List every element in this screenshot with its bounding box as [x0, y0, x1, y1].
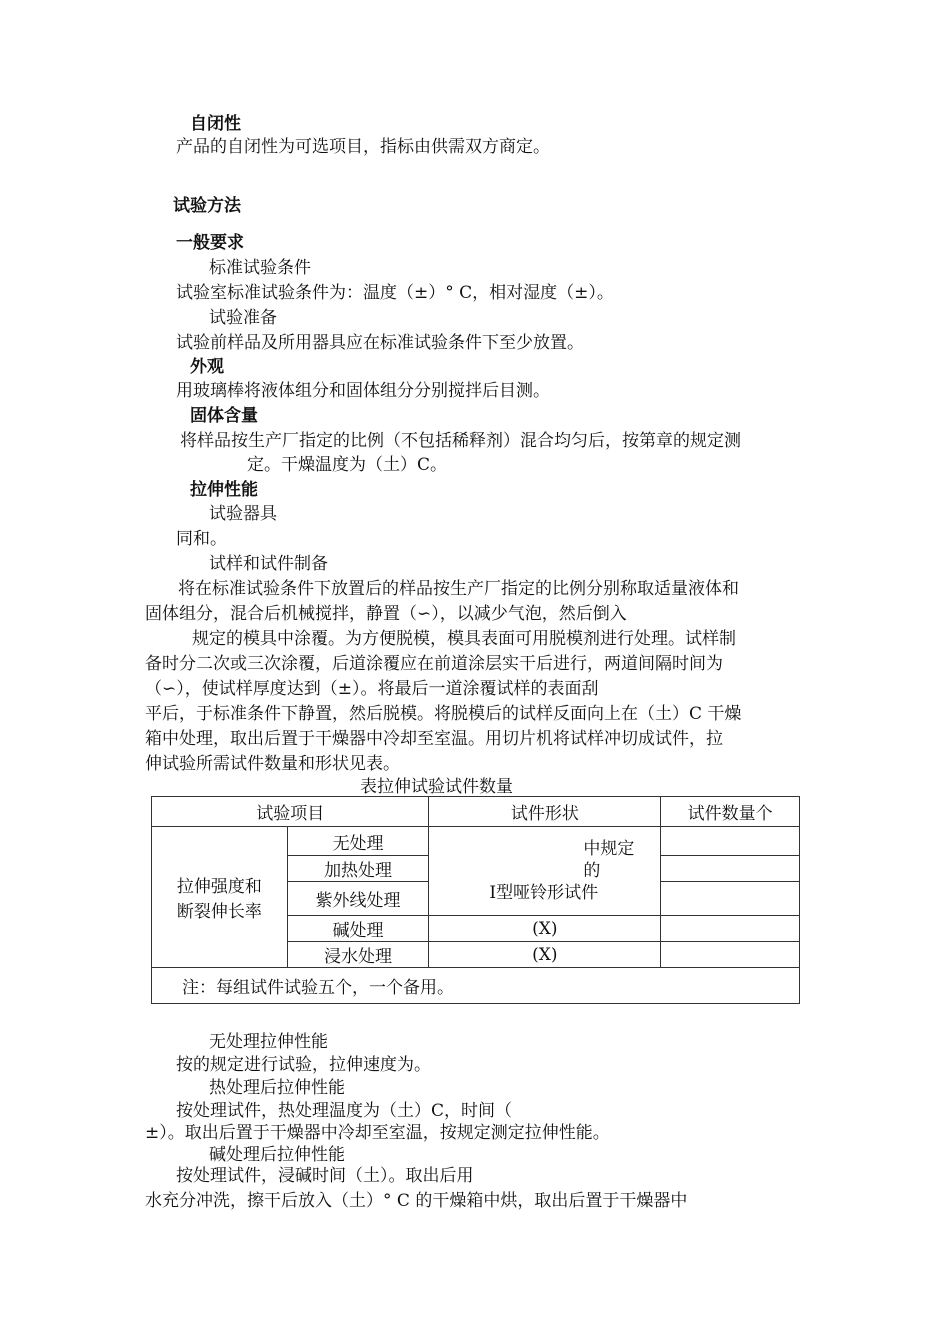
- appearance-text: 用玻璃棒将液体组分和固体组分分别搅拌后目测。: [176, 381, 550, 401]
- heat-treatment-text-line: ±）。取出后置于干燥器中冷却至室温，按规定测定拉伸性能。: [145, 1123, 610, 1143]
- specimen-paragraph-line: （∽），使试样厚度达到（±）。将最后一道涂覆试样的表面刮: [145, 679, 599, 699]
- tensile-heading: 拉伸性能: [190, 480, 258, 500]
- table-row-label: 碱处理: [287, 916, 429, 942]
- standard-conditions-subheading: 标准试验条件: [209, 258, 311, 278]
- general-requirements-heading: 一般要求: [176, 233, 244, 253]
- specimen-shape-text: Ⅰ型哑铃形试件: [489, 883, 599, 903]
- table-header-cell: 试件数量个: [661, 797, 800, 827]
- self-closing-heading: 自闭性: [190, 114, 241, 134]
- no-treatment-subheading: 无处理拉伸性能: [209, 1032, 328, 1052]
- apparatus-text: 同和。: [176, 529, 227, 549]
- quantity-cell: [661, 942, 800, 968]
- table-row-label: 紫外线处理: [287, 882, 429, 916]
- alkali-treatment-text-line: 按处理试件，浸碱时间（土）。取出后用: [176, 1166, 474, 1186]
- appearance-heading: 外观: [190, 357, 224, 377]
- table-header-cell: 试验项目: [152, 797, 429, 827]
- specimen-paragraph-line: 固体组分，混合后机械搅拌，静置（∽），以减少气泡，然后倒入: [145, 604, 627, 624]
- solid-content-text-line-1: 将样品按生产厂指定的比例（不包括稀释剂）混合均匀后，按第章的规定测: [180, 431, 741, 451]
- specimen-shape-cell: (X): [429, 942, 661, 968]
- table-row-label: 加热处理: [287, 856, 429, 882]
- specimen-shape-text: 的: [583, 861, 601, 881]
- standard-conditions-text: 试验室标准试验条件为：温度（±）° C，相对湿度（±）。: [176, 283, 614, 303]
- specimen-paragraph-line: 将在标准试验条件下放置后的样品按生产厂指定的比例分别称取适量液体和: [178, 579, 739, 599]
- quantity-cell: [661, 916, 800, 942]
- table-note: 注：每组试件试验五个，一个备用。: [152, 968, 800, 1004]
- table-row-label: 浸水处理: [287, 942, 429, 968]
- specimen-shape-cell: [429, 827, 661, 916]
- self-closing-text: 产品的自闭性为可选项目，指标由供需双方商定。: [176, 137, 550, 157]
- test-item-group-label: 断裂伸长率: [176, 902, 262, 922]
- specimen-paragraph-line: 平后，于标准条件下静置，然后脱模。将脱模后的试样反面向上在（土）C 干燥: [145, 704, 742, 724]
- test-prep-text: 试验前样品及所用器具应在标准试验条件下至少放置。: [176, 333, 584, 353]
- test-methods-heading: 试验方法: [173, 196, 241, 216]
- solid-content-heading: 固体含量: [190, 406, 258, 426]
- tensile-specimen-table: [151, 796, 800, 1004]
- specimen-paragraph-line: 箱中处理，取出后置于干燥器中冷却至室温。用切片机将试样冲切成试件，拉: [145, 729, 723, 749]
- alkali-treatment-subheading: 碱处理后拉伸性能: [209, 1145, 345, 1165]
- alkali-treatment-text-line: 水充分冲洗，擦干后放入（土）° C 的干燥箱中烘，取出后置于干燥器中: [145, 1191, 688, 1211]
- heat-treatment-subheading: 热处理后拉伸性能: [209, 1078, 345, 1098]
- test-item-group-label: 拉伸强度和: [176, 877, 262, 897]
- test-item-group-cell: [152, 827, 288, 968]
- table-caption: 表拉伸试验试件数量: [360, 777, 513, 797]
- no-treatment-text: 按的规定进行试验，拉伸速度为。: [176, 1055, 431, 1075]
- specimen-paragraph-line: 伸试验所需试件数量和形状见表。: [145, 754, 400, 774]
- table-row-label: 无处理: [287, 827, 429, 856]
- apparatus-subheading: 试验器具: [209, 504, 277, 524]
- table-header-cell: 试件形状: [429, 797, 661, 827]
- specimen-shape-text: 中规定: [583, 839, 635, 859]
- specimen-paragraph-line: 规定的模具中涂覆。为方便脱模，模具表面可用脱模剂进行处理。试样制: [192, 629, 736, 649]
- quantity-cell: [661, 882, 800, 916]
- specimen-paragraph-line: 备时分二次或三次涂覆，后道涂覆应在前道涂层实干后进行，两道间隔时间为: [145, 654, 723, 674]
- quantity-cell: [661, 827, 800, 856]
- quantity-cell: [661, 856, 800, 882]
- specimen-shape-cell: (X): [429, 916, 661, 942]
- heat-treatment-text-line: 按处理试件，热处理温度为（土）C，时间（: [176, 1101, 513, 1121]
- test-prep-subheading: 试验准备: [209, 308, 277, 328]
- solid-content-text-line-2: 定。干燥温度为（土）C。: [247, 455, 448, 475]
- specimen-subheading: 试样和试件制备: [209, 554, 328, 574]
